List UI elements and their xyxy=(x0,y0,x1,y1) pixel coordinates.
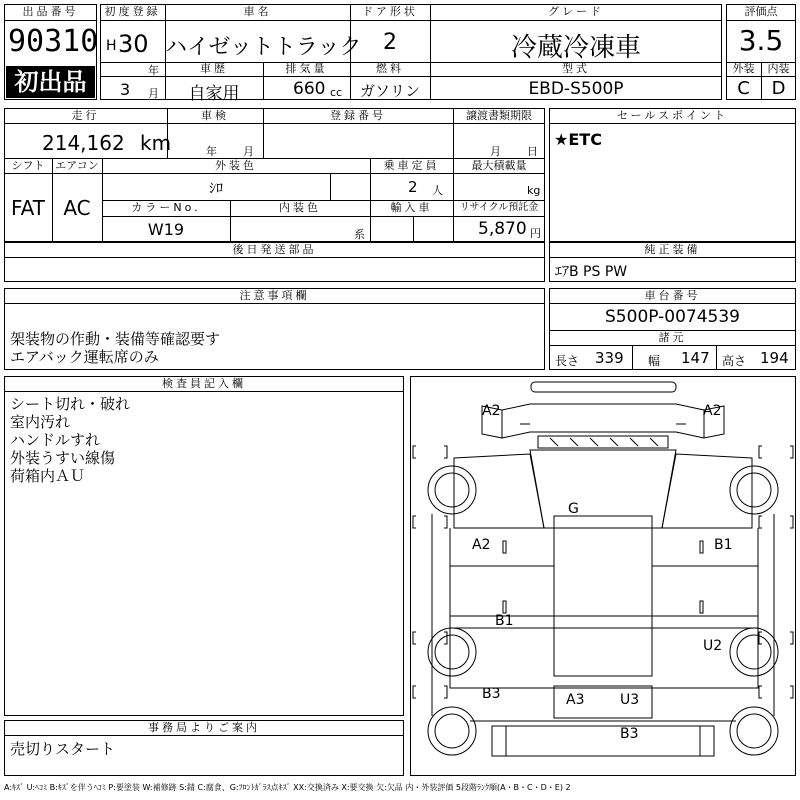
first-listing-badge: 初出品 xyxy=(6,66,95,98)
sales-point-value: ★ETC xyxy=(554,130,602,149)
car-name: ハイゼットトラック xyxy=(165,35,362,60)
shift-value: FAT xyxy=(10,196,45,220)
interior-grade-value: D xyxy=(771,78,786,99)
inspector-line: 荷箱内ＡＵ xyxy=(10,467,86,485)
aircon-value: AC xyxy=(63,196,91,220)
max-load-unit: kg xyxy=(527,184,541,197)
displacement-value: 660 xyxy=(293,79,326,99)
spec-block xyxy=(4,108,545,242)
month-unit: 月 xyxy=(148,87,159,100)
color-no-value: W19 xyxy=(147,220,185,239)
caution-line: エアバック運転席のみ xyxy=(10,348,159,366)
score-header: 評価点 xyxy=(744,5,778,18)
office-header: 事務局よりご案内 xyxy=(148,721,260,734)
car-diagram xyxy=(410,376,796,776)
history-value: 自家用 xyxy=(188,84,240,104)
damage-bed-left: A3 xyxy=(566,692,585,708)
legend: A:ｷｽﾞ U:ﾍｺﾐ B:ｷｽﾞを伴うﾍｺﾐ P:要塗装 W:補修跡 S:錆 C:腐食、G:ﾌﾛﾝﾄｶﾞﾗｽ点ｷｽﾞ XX:交換済み X:要交換 欠:欠品 内・外装評価 5段階ﾗﾝｸ順(A・B・C・D・E) 2 xyxy=(4,783,571,792)
fuel-value: ガソリン xyxy=(359,82,420,100)
width-value: 147 xyxy=(681,349,710,367)
cautions-text xyxy=(10,330,220,366)
length-value: 339 xyxy=(595,349,624,367)
damage-front-left: A2 xyxy=(482,403,501,419)
shift-header: シフト xyxy=(11,159,45,172)
inspection-header: 車検 xyxy=(201,109,229,122)
inspector-header: 検査員記入欄 xyxy=(162,377,246,390)
aircon-header: エアコン xyxy=(55,159,99,172)
lot-number: 90310 xyxy=(8,24,99,59)
inspection-month-unit: 月 xyxy=(243,145,254,158)
displacement-unit: cc xyxy=(330,86,343,99)
damage-center: B1 xyxy=(495,613,514,629)
mileage-unit: km xyxy=(140,131,172,155)
inspector-line: シート切れ・破れ xyxy=(10,395,131,413)
inspector-line: ハンドルすれ xyxy=(10,431,101,449)
damage-bed-right: U3 xyxy=(620,692,640,708)
exterior-color-header: 外装色 xyxy=(215,159,257,172)
era-label: H xyxy=(106,38,117,54)
genuine-equipment-header: 純正装備 xyxy=(644,243,701,256)
max-load-header: 最大積載量 xyxy=(471,159,527,172)
chassis-value: S500P-0074539 xyxy=(605,307,740,327)
reg-year: 30 xyxy=(118,30,149,58)
office-value: 売切りスタート xyxy=(10,740,116,758)
damage-left-side: A2 xyxy=(472,537,491,553)
recycle-header: リサイクル預託金 xyxy=(459,202,539,213)
import-header: 輸入車 xyxy=(390,201,433,214)
capacity-header: 乗車定員 xyxy=(383,159,440,172)
door-header: ドア形状 xyxy=(362,5,418,18)
history-header: 車歴 xyxy=(200,62,228,75)
interior-grade-header: 内装 xyxy=(767,62,790,75)
exterior-color-value: ｼﾛ xyxy=(209,181,223,197)
first-reg-header: 初度登録 xyxy=(104,5,161,18)
transfer-month-unit: 月 xyxy=(490,145,501,158)
car-name-header: 車名 xyxy=(243,5,272,18)
inspector-line: 室内汚れ xyxy=(10,413,71,431)
damage-front-right: A2 xyxy=(703,403,722,419)
sales-point-box xyxy=(549,108,796,242)
later-parts-header: 後日発送部品 xyxy=(232,243,317,256)
grade-value: 冷蔵冷凍車 xyxy=(510,33,641,63)
genuine-equipment-value: ｴｱB PS PW xyxy=(555,264,628,280)
cautions-header: 注意事項欄 xyxy=(239,289,310,302)
grade-header: グレード xyxy=(548,5,604,18)
recycle-unit: 円 xyxy=(530,227,541,240)
interior-color-header: 内装色 xyxy=(279,201,321,214)
damage-rear-right: U2 xyxy=(703,638,723,654)
lot-header: 出品番号 xyxy=(22,5,79,18)
capacity-unit: 人 xyxy=(432,184,443,197)
damage-roof: G xyxy=(568,501,579,517)
fuel-header: 燃料 xyxy=(376,62,404,75)
inspection-year-unit: 年 xyxy=(206,145,217,158)
interior-color-unit: 系 xyxy=(354,228,365,241)
reg-month: 3 xyxy=(120,80,131,99)
length-label: 長さ xyxy=(555,354,580,368)
door-value: 2 xyxy=(383,30,397,55)
sales-point-header: セールスポイント xyxy=(616,109,728,122)
recycle-value: 5,870 xyxy=(478,219,527,239)
model-value: EBD-S500P xyxy=(528,79,624,99)
transfer-header: 譲渡書類期限 xyxy=(466,109,532,122)
mileage-value: 214,162 xyxy=(42,131,125,155)
exterior-grade-header: 外装 xyxy=(732,62,755,75)
year-unit: 年 xyxy=(148,64,159,77)
damage-right-side: B1 xyxy=(714,537,733,553)
width-label: 幅 xyxy=(648,354,661,368)
capacity-value: 2 xyxy=(408,178,418,196)
damage-rear-left: B3 xyxy=(482,686,501,702)
chassis-header: 車台番号 xyxy=(644,289,701,302)
damage-rear: B3 xyxy=(620,726,639,742)
dimensions-header: 諸元 xyxy=(658,331,687,344)
model-header: 型式 xyxy=(562,62,590,75)
height-label: 高さ xyxy=(722,354,747,368)
transfer-day-unit: 日 xyxy=(527,145,538,158)
height-value: 194 xyxy=(760,349,789,367)
mileage-header: 走行 xyxy=(71,109,100,122)
exterior-grade-value: C xyxy=(737,78,750,99)
score-value: 3.5 xyxy=(738,24,784,57)
color-no-header: カラーNo. xyxy=(131,201,201,214)
caution-line: 架装物の作動・装備等確認要す xyxy=(10,330,221,348)
displacement-header: 排気量 xyxy=(285,62,328,75)
inspector-text xyxy=(10,395,130,485)
inspector-line: 外装うすい線傷 xyxy=(10,449,116,467)
registration-header: 登録番号 xyxy=(330,109,386,122)
